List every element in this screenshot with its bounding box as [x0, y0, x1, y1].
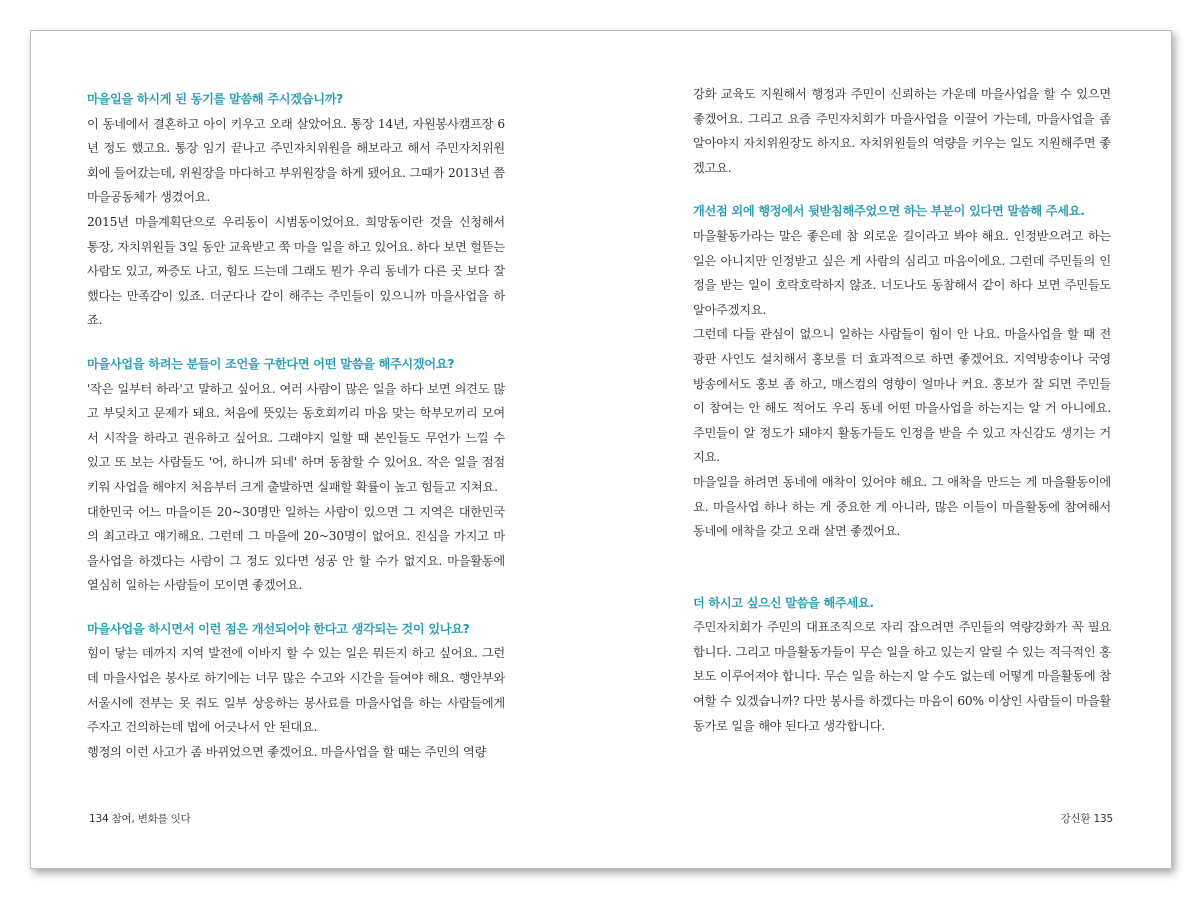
page-number: 134 [89, 813, 109, 825]
answer-paragraph: 강화 교육도 지원해서 행정과 주민이 신뢰하는 가운데 마을사업을 할 수 있으면 좋겠어요. 그리고 요즘 주민자치회가 마을사업을 이끌어 가는데, 마을사업을 좀 알아야지 자치위원장도 하지요. 자치위원들의 역량을 키우는 일도 지원해주면 좋겠고요. [693, 87, 1111, 175]
left-page-footer [89, 811, 191, 826]
answer-paragraph: 힘이 닿는 데까지 지역 발전에 이바지 할 수 있는 일은 뭐든지 하고 싶어요. 그런데 마을사업은 봉사로 하기에는 너무 많은 수고와 시간을 들여야 해요. 행안부와 서울시에 전부는 못 줘도 일부 상응하는 봉사료를 마을사업을 하는 사람들에게 주자고 건의하는데 법에 어긋나서 안 된대요. [87, 646, 505, 735]
answer-paragraph: 그런데 다들 관심이 없으니 일하는 사람들이 힘이 안 나요. 마을사업을 할 때 전광판 사인도 설치해서 홍보를 더 효과적으로 하면 좋겠어요. 지역방송이나 국영방송에서도 홍보 좀 하고, 매스컴의 영향이 얼마나 커요. 홍보가 잘 되면 주민들이 참여는 안 해도 적어도 우리 동네 어떤 마을사업을 하는지는 알 거 아니에요. 주민들이 알 정도가 돼야지 활동가들도 인정을 받을 수 있고 자신감도 생기는 거지요. [693, 327, 1111, 465]
left-page [87, 87, 505, 764]
answer-paragraph: 마을활동가라는 말은 좋은데 참 외로운 길이라고 봐야 해요. 인정받으려고 하는 일은 아니지만 인정받고 싶은 게 사람의 심리고 마음이에요. 그런데 주민들의 인정을 받는 일이 호락호락하지 않죠. 너도나도 동참해서 같이 하다 보면 주민들도 알아주겠지요. [693, 228, 1111, 317]
page-number: 135 [1093, 813, 1113, 825]
answer-paragraph: 행정의 이런 사고가 좀 바뀌었으면 좋겠어요. 마을사업을 할 때는 주민의 역량 [87, 744, 487, 759]
question-heading: 마을사업을 하시면서 이런 점은 개선되어야 한다고 생각되는 것이 있나요? [87, 621, 470, 636]
answer-paragraph: 마을일을 하려면 동네에 애착이 있어야 해요. 그 애착을 만드는 게 마을활동이에요. 마을사업 하나 하는 게 중요한 게 아니라, 많은 이들이 마을활동에 참여해서 동네에 애착을 갖고 오래 살면 좋겠어요. [693, 474, 1111, 539]
right-page-footer [1061, 811, 1113, 826]
answer-paragraph: '작은 일부터 하라'고 말하고 싶어요. 여러 사람이 많은 일을 하다 보면 의견도 많고 부딪치고 문제가 돼요. 처음에 뜻있는 동호회끼리 마음 맞는 학부모끼리 모여서 시작을 하라고 권유하고 싶어요. 그래야지 일할 때 본인들도 무언가 느낄 수 있고 또 보는 사람들도 '어, 하니까 되네' 하며 동참할 수 있어요. 작은 일을 점점 키워 사업을 해야지 처음부터 크게 출발하면 실패할 확률이 높고 힘들고 지쳐요. [87, 381, 505, 494]
question-heading: 마을일을 하시게 된 동기를 말씀해 주시겠습니까? [87, 92, 343, 106]
answer-paragraph: 이 동네에서 결혼하고 아이 키우고 오래 살았어요. 통장 14년, 자원봉사캠프장 6년 정도 했고요. 통장 임기 끝나고 주민자치위원을 해보라고 해서 주민자치위원회에 들어갔는데, 위원장을 마다하고 부위원장을 하게 됐어요. 그때가 2013년 쯤 마을공동체가 생겼어요. [87, 116, 505, 205]
question-heading: 마을사업을 하려는 분들이 조언을 구한다면 어떤 말씀을 해주시겠어요? [87, 356, 455, 371]
running-author: 강신환 [1060, 813, 1091, 825]
running-title: 참여, 변화를 잇다 [111, 813, 191, 825]
question-heading: 더 하시고 싶으신 말씀을 해주세요. [693, 595, 874, 610]
answer-paragraph: 주민자치회가 주민의 대표조직으로 자리 잡으려면 주민들의 역량강화가 꼭 필요합니다. 그리고 마을활동가들이 무슨 일을 하고 있는지 알릴 수 있는 적극적인 홍보도 이루어져야 합니다. 무슨 일을 하는지 알 수도 없는데 어떻게 마을활동에 참여할 수 있겠습니까? 다만 봉사를 하겠다는 마음이 60% 이상인 사람들이 마을활동가로 일을 해야 된다고 생각합니다. [693, 620, 1111, 733]
question-heading: 개선점 외에 행정에서 뒷받침해주었으면 하는 부분이 있다면 말씀해 주세요. [693, 204, 1085, 219]
book-spread [30, 30, 1172, 869]
answer-paragraph: 2015년 마을계획단으로 우리동이 시범동이었어요. 희망동이란 것을 신청해서 통장, 자치위원들 3일 동안 교육받고 쭉 마을 일을 하고 있어요. 하다 보면 헐뜯는 사람도 있고, 짜증도 나고, 힘도 드는데 그래도 뭔가 우리 동네가 다른 곳 보다 잘했다는 만족감이 있죠. 더군다나 같이 해주는 주민들이 있으니까 마을사업을 하죠. [87, 214, 505, 328]
right-page [693, 82, 1111, 738]
answer-paragraph: 대한민국 어느 마을이든 20~30명만 일하는 사람이 있으면 그 지역은 대한민국의 최고라고 얘기해요. 그런데 그 마을에 20~30명이 없어요. 진심을 가지고 마을사업을 하겠다는 사람이 그 정도 있다면 성공 안 할 수가 없지요. 마을활동에 열심히 일하는 사람들이 모이면 좋겠어요. [87, 504, 505, 593]
